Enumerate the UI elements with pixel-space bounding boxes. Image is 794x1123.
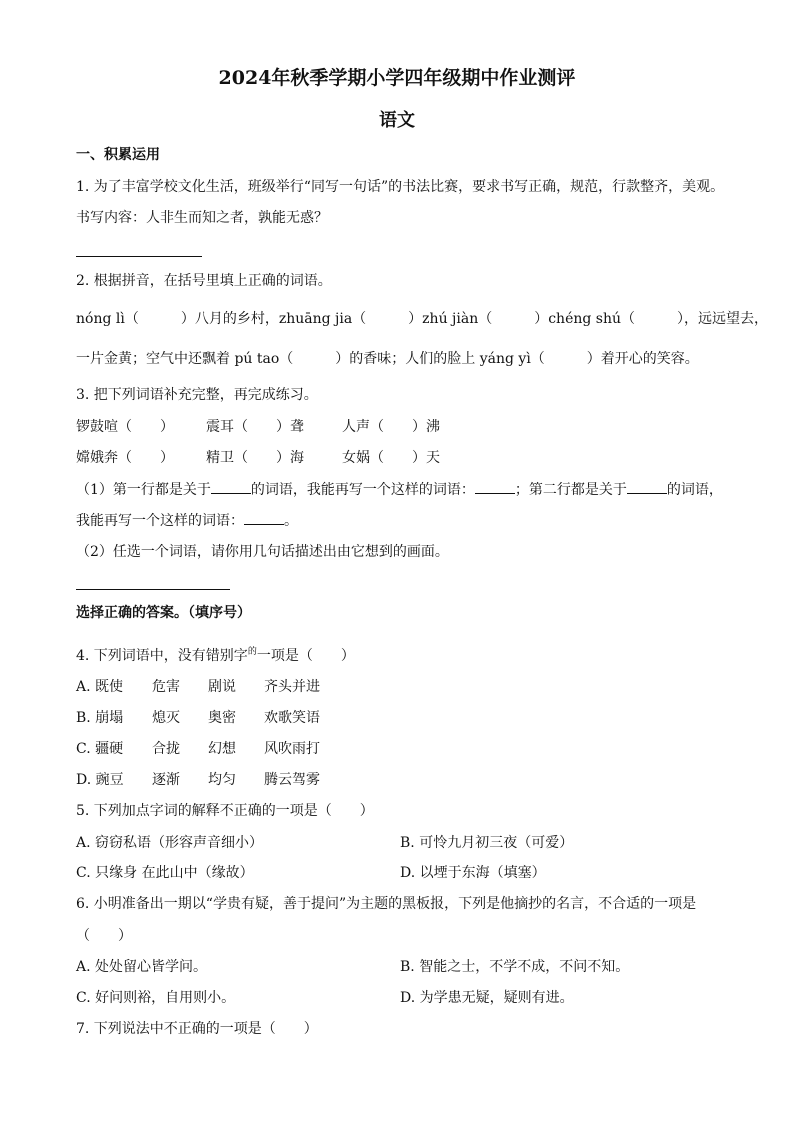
question-6-paren: （ ） bbox=[76, 928, 132, 944]
question-6-text: 6. 小明准备出一期以“学贵有疑，善于提问”为主题的黑板报，下列是他摘抄的名言，不合适的一项是 bbox=[76, 896, 697, 912]
option-c[interactable]: C. 只缘身 在此山中（缘故） bbox=[76, 865, 254, 881]
question-2-line-1: nóng lì（ ）八月的乡村，zhuāng jia（ ）zhú jiàn（ ）chéng shú（ ），远远望去， bbox=[76, 311, 769, 327]
question-5-text: 5. 下列加点字词的解释不正确的一项是（ ） bbox=[76, 803, 374, 819]
word-item: 精卫（ ）海 bbox=[206, 450, 304, 466]
option-row[interactable]: A. 既使 危害 剧说 齐头并进 bbox=[76, 679, 320, 695]
option-c[interactable]: C. 好问则裕，自用则小。 bbox=[76, 990, 236, 1006]
fill-blank[interactable] bbox=[627, 481, 667, 494]
option-b[interactable]: B. 智能之士，不学不成，不问不知。 bbox=[400, 959, 630, 975]
question-2-text: 2. 根据拼音，在括号里填上正确的词语。 bbox=[76, 273, 332, 289]
question-2-line-2: 一片金黄；空气中还飘着 pú tao（ ）的香味；人们的脸上 yáng yì（ ）着开心的笑容。 bbox=[76, 351, 699, 367]
section-heading: 选择正确的答案。（填序号） bbox=[76, 605, 251, 621]
question-3-part-1-cont: 我能再写一个这样的词语： 。 bbox=[76, 513, 298, 529]
subject-title: 语文 bbox=[379, 110, 415, 131]
option-row[interactable]: B. 崩塌 熄灭 奥密 欢歌笑语 bbox=[76, 710, 320, 726]
word-item: 人声（ ）沸 bbox=[342, 419, 440, 435]
question-3-part-1: （1）第一行都是关于 的词语，我能再写一个这样的词语： ；第二行都是关于 的词语， bbox=[76, 482, 723, 498]
section-heading: 一、积累运用 bbox=[76, 147, 160, 163]
fill-blank[interactable] bbox=[211, 481, 251, 494]
question-1-text: 1. 为了丰富学校文化生活，班级举行“同写一句话”的书法比赛，要求书写正确，规范，行款整齐，美观。 bbox=[76, 179, 725, 195]
option-a[interactable]: A. 处处留心皆学问。 bbox=[76, 959, 208, 975]
answer-line[interactable] bbox=[76, 589, 230, 590]
fill-blank[interactable] bbox=[244, 512, 284, 525]
page-title: 2024年秋季学期小学四年级期中作业测评 bbox=[218, 67, 576, 89]
word-item: 锣鼓喧（ ） bbox=[76, 419, 174, 435]
word-row-1 bbox=[76, 418, 440, 436]
option-d[interactable]: D. 以堙于东海（填塞） bbox=[400, 865, 546, 881]
question-3-text: 3. 把下列词语补充完整，再完成练习。 bbox=[76, 387, 318, 403]
fill-blank[interactable] bbox=[475, 481, 515, 494]
option-b[interactable]: B. 可怜九月初三夜（可爱） bbox=[400, 835, 574, 851]
option-row[interactable]: C. 疆硬 合拢 幻想 风吹雨打 bbox=[76, 741, 320, 757]
option-row[interactable]: D. 豌豆 逐渐 均匀 腾云驾雾 bbox=[76, 772, 320, 788]
question-4-text: 4. 下列词语中，没有错别字$^的$一项是（ ） bbox=[76, 647, 355, 664]
option-d[interactable]: D. 为学患无疑，疑则有进。 bbox=[400, 990, 574, 1006]
question-7-text: 7. 下列说法中不正确的一项是（ ） bbox=[76, 1021, 318, 1037]
option-a[interactable]: A. 窃窃私语（形容声音细小） bbox=[76, 835, 264, 851]
answer-line[interactable] bbox=[76, 256, 202, 257]
question-3-part-2: （2）任选一个词语，请你用几句话描述出由它想到的画面。 bbox=[76, 544, 449, 560]
word-item: 震耳（ ）聋 bbox=[206, 419, 304, 435]
word-row-2 bbox=[76, 449, 440, 467]
word-item: 嫦娥奔（ ） bbox=[76, 450, 174, 466]
question-1-content: 书写内容：人非生而知之者，孰能无惑？ bbox=[76, 210, 328, 226]
word-item: 女娲（ ）天 bbox=[342, 450, 440, 466]
